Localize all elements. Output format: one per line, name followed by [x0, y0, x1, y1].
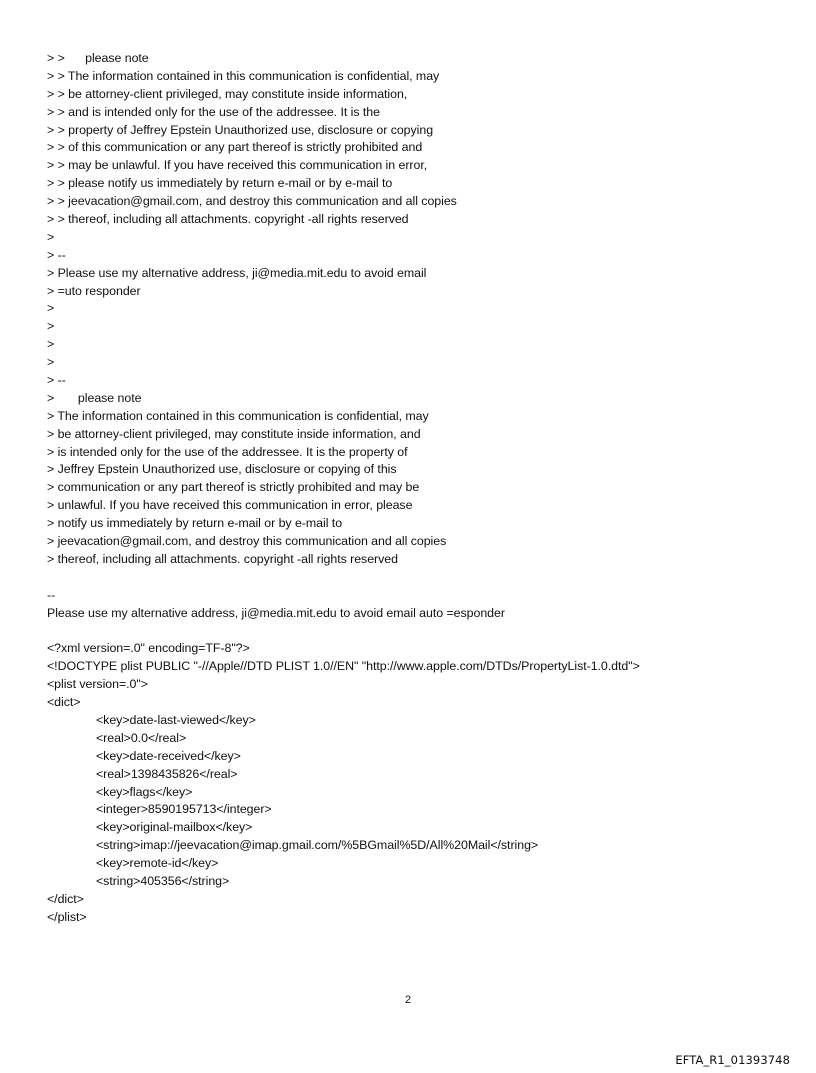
xml-line: <dict> [47, 695, 81, 710]
xml-line: </plist> [47, 909, 87, 924]
text-line: > please note [47, 390, 142, 405]
xml-line: <real>0.0</real> [96, 730, 187, 745]
xml-line: <key>remote-id</key> [96, 856, 219, 871]
text-line: > Jeffrey Epstein Unauthorized use, disclosure or copying of this [47, 462, 397, 477]
text-line: > be attorney-client privileged, may constitute inside information, and [47, 426, 421, 441]
text-line: > notify us immediately by return e-mail or by e-mail to [47, 516, 343, 531]
text-line: > [47, 319, 55, 334]
bates-number: EFTA_R1_01393748 [675, 1053, 790, 1067]
page-number: 2 [404, 994, 412, 1006]
xml-line: <!DOCTYPE plist PUBLIC "-//Apple//DTD PLIST 1.0//EN" "http://www.apple.com/DTDs/PropertyList-1.0.dtd"> [47, 659, 640, 674]
xml-line: <key>date-last-viewed</key> [96, 712, 256, 727]
text-line: > [47, 301, 55, 316]
text-line: > =uto responder [47, 283, 141, 298]
xml-line: <key>date-received</key> [96, 748, 241, 763]
text-line: > > and is intended only for the use of the addressee. It is the [47, 104, 380, 119]
text-line: > thereof, including all attachments. copyright -all rights reserved [47, 551, 398, 566]
text-line: > > please note [47, 51, 149, 65]
text-line: > > The information contained in this communication is confidential, may [47, 68, 440, 83]
xml-line: <real>1398435826</real> [96, 766, 238, 781]
xml-line: <key>original-mailbox</key> [96, 820, 253, 835]
blank-line [47, 569, 787, 587]
text-line: > Please use my alternative address, ji@media.mit.edu to avoid email [47, 265, 427, 280]
text-line: Please use my alternative address, ji@media.mit.edu to avoid email auto =esponder [47, 605, 505, 620]
text-line: > > jeevacation@gmail.com, and destroy this communication and all copies [47, 194, 457, 209]
blank-line [47, 623, 787, 641]
text-line: > > be attorney-client privileged, may constitute inside information, [47, 86, 408, 101]
text-line: > communication or any part thereof is strictly prohibited and may be [47, 480, 420, 495]
xml-line: <plist version=.0"> [47, 677, 148, 692]
text-line: > > thereof, including all attachments. copyright -all rights reserved [47, 212, 409, 227]
text-line: > [47, 355, 55, 370]
text-line: > > may be unlawful. If you have received this communication in error, [47, 158, 428, 173]
text-line: > [47, 337, 55, 352]
document-body [47, 50, 787, 927]
text-line: > [47, 229, 55, 244]
xml-line: <string>405356</string> [96, 873, 230, 888]
text-line: > jeevacation@gmail.com, and destroy this communication and all copies [47, 534, 447, 549]
text-line: > -- [47, 373, 66, 388]
xml-line: </dict> [47, 891, 84, 906]
xml-line: <integer>8590195713</integer> [96, 802, 272, 817]
text-line: > > please notify us immediately by return e-mail or by e-mail to [47, 176, 393, 191]
text-line: > > property of Jeffrey Epstein Unauthorized use, disclosure or copying [47, 122, 434, 137]
xml-line: <string>imap://jeevacation@imap.gmail.com/%5BGmail%5D/All%20Mail</string> [96, 838, 539, 853]
text-line: > unlawful. If you have received this communication in error, please [47, 498, 413, 513]
xml-line: <key>flags</key> [96, 784, 193, 799]
text-line: > is intended only for the use of the addressee. It is the property of [47, 444, 408, 459]
text-line: > > of this communication or any part thereof is strictly prohibited and [47, 140, 423, 155]
text-line: > -- [47, 247, 66, 262]
text-line: > The information contained in this communication is confidential, may [47, 408, 429, 423]
text-line: -- [47, 587, 56, 602]
xml-line: <?xml version=.0" encoding=TF-8"?> [47, 641, 250, 656]
